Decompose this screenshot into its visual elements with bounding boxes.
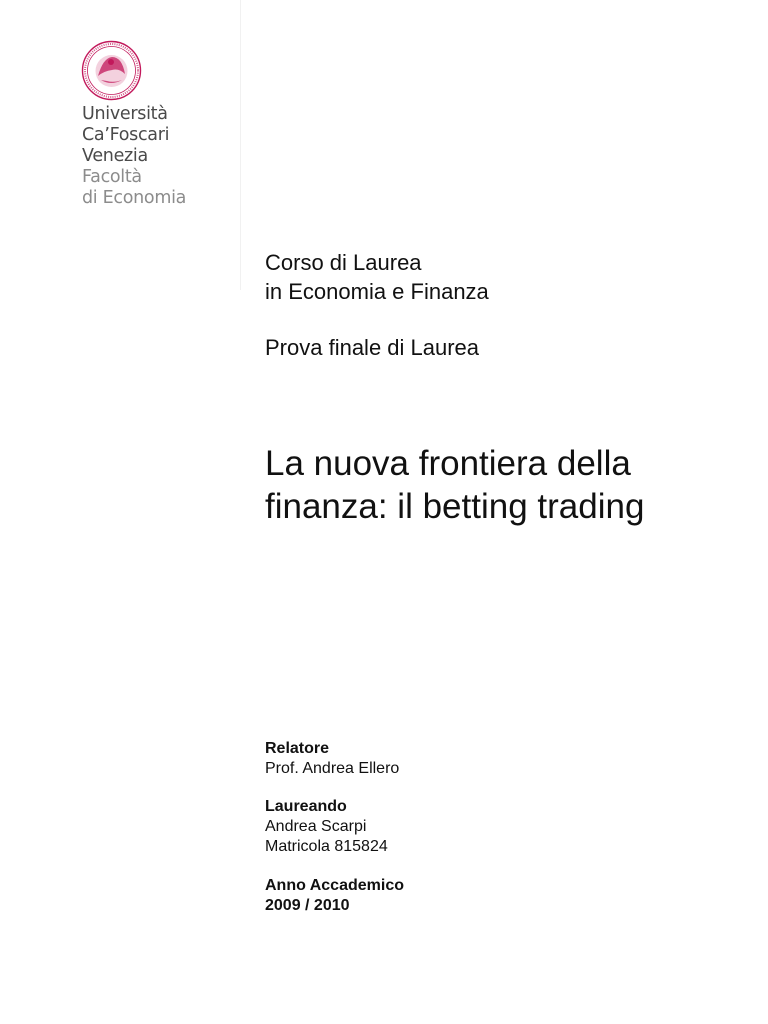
- university-name: [82, 104, 186, 209]
- anno-label: Anno Accademico: [265, 877, 404, 894]
- laureando-name: Andrea Scarpi: [265, 818, 367, 835]
- exam-type: Prova finale di Laurea: [265, 335, 480, 360]
- thesis-title: [265, 442, 644, 528]
- course-line-1: Corso di Laurea: [265, 250, 422, 275]
- relatore-block: [265, 739, 399, 779]
- faculty-line: di Economia: [82, 188, 187, 208]
- university-line: Venezia: [82, 146, 148, 166]
- university-line: Università: [82, 104, 168, 124]
- divider: [240, 0, 241, 290]
- thesis-title-line-1: La nuova frontiera della: [265, 444, 631, 483]
- matricola: Matricola 815824: [265, 838, 388, 855]
- faculty-line: Facoltà: [82, 167, 142, 187]
- relatore-label: Relatore: [265, 740, 330, 757]
- anno-value: 2009 / 2010: [265, 897, 350, 914]
- university-seal-icon: [81, 40, 142, 101]
- laureando-label: Laureando: [265, 798, 347, 815]
- course-line-2: in Economia e Finanza: [265, 279, 489, 304]
- course-name: [265, 248, 489, 306]
- laureando-block: [265, 797, 388, 857]
- relatore-name: Prof. Andrea Ellero: [265, 760, 400, 777]
- university-line: Ca’Foscari: [82, 125, 170, 145]
- anno-block: [265, 876, 404, 916]
- thesis-title-line-2: finanza: il betting trading: [265, 487, 645, 526]
